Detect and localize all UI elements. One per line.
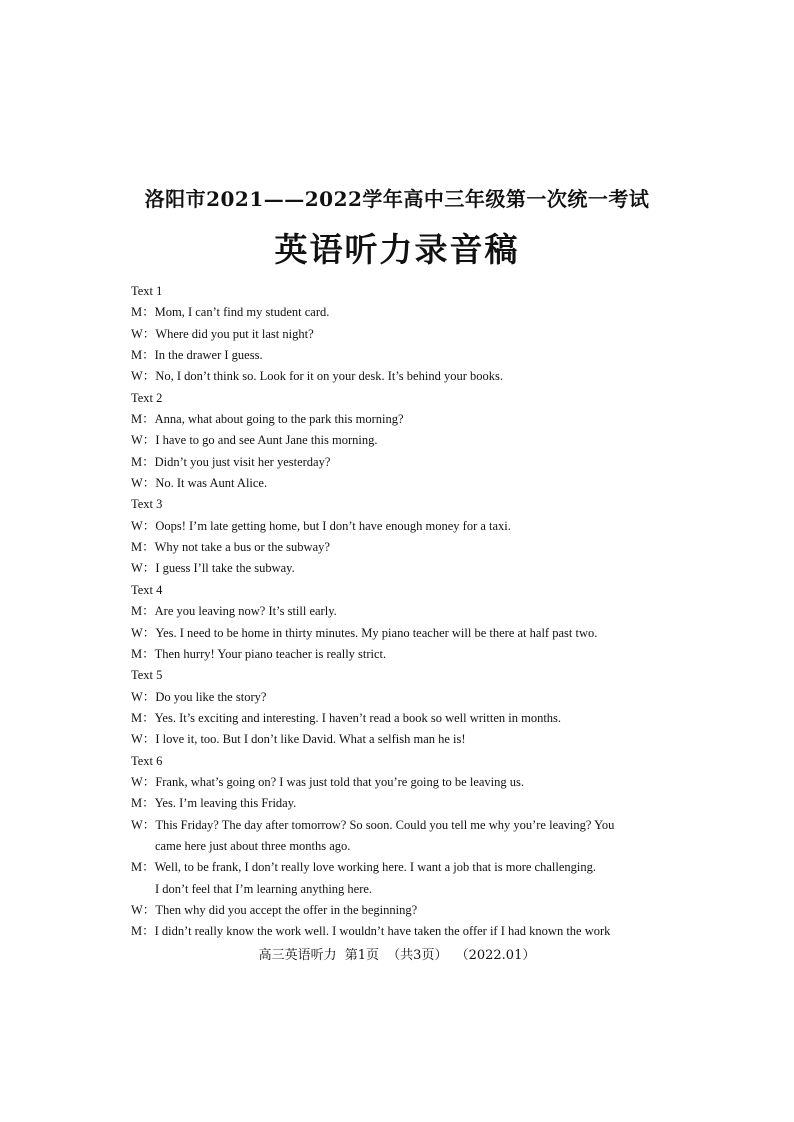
line-text: Then hurry! Your piano teacher is really strict. xyxy=(154,646,387,661)
speaker-label: W： xyxy=(131,732,156,747)
speaker-label: W： xyxy=(131,902,156,917)
speaker-label: W： xyxy=(131,369,156,384)
line-text: No. It was Aunt Alice. xyxy=(155,476,268,491)
speaker-label: M： xyxy=(131,646,155,661)
line-text: Text 3 xyxy=(131,497,163,512)
dialogue-line xyxy=(131,900,676,921)
line-text: Mom, I can’t find my student card. xyxy=(154,305,330,320)
document-title: 英语听力录音稿 xyxy=(274,230,520,269)
speaker-label: W： xyxy=(131,433,156,448)
dialogue-line xyxy=(131,473,676,494)
speaker-label: M： xyxy=(131,454,155,469)
dialogue-line xyxy=(131,644,676,665)
dialogue-line xyxy=(131,409,676,430)
section-heading xyxy=(131,494,676,515)
line-text: Frank, what’s going on? I was just told that you’re going to be leaving us. xyxy=(155,774,525,789)
line-text: Didn’t you just visit her yesterday? xyxy=(154,454,331,469)
speaker-label: M： xyxy=(131,348,155,363)
line-text: Well, to be frank, I don’t really love working here. I want a job that is more challenging. xyxy=(154,860,596,875)
dialogue-continuation xyxy=(131,836,676,857)
speaker-label: W： xyxy=(131,561,156,576)
speaker-label: W： xyxy=(131,518,156,533)
dialogue-line xyxy=(131,324,676,345)
speaker-label: M： xyxy=(131,710,155,725)
section-heading xyxy=(131,388,676,409)
line-text: Anna, what about going to the park this morning? xyxy=(154,412,404,427)
dialogue-line xyxy=(131,601,676,622)
line-text: In the drawer I guess. xyxy=(154,348,263,363)
line-text: Then why did you accept the offer in the beginning? xyxy=(155,902,418,917)
dialogue-line xyxy=(131,430,676,451)
section-heading xyxy=(131,665,676,686)
dialogue-line xyxy=(131,558,676,579)
dialogue-line xyxy=(131,366,676,387)
section-heading xyxy=(131,751,676,772)
dialogue-line xyxy=(131,516,676,537)
line-text: Text 1 xyxy=(131,284,163,298)
dialogue-line xyxy=(131,537,676,558)
dialogue-line xyxy=(131,708,676,729)
speaker-label: M： xyxy=(131,604,155,619)
transcript-body xyxy=(131,281,676,943)
speaker-label: M： xyxy=(131,796,155,811)
dialogue-line xyxy=(131,772,676,793)
line-text: I don’t feel that I’m learning anything here. xyxy=(155,881,373,896)
dialogue-line xyxy=(131,687,676,708)
line-text: I have to go and see Aunt Jane this morning. xyxy=(155,433,378,448)
dialogue-line xyxy=(131,729,676,750)
line-text: Oops! I’m late getting home, but I don’t have enough money for a taxi. xyxy=(155,518,511,533)
line-text: Yes. I need to be home in thirty minutes. My piano teacher will be there at half past two. xyxy=(155,625,598,640)
line-text: came here just about three months ago. xyxy=(155,838,351,853)
speaker-label: W： xyxy=(131,476,156,491)
speaker-label: M： xyxy=(131,305,155,320)
line-text: Yes. I’m leaving this Friday. xyxy=(154,796,297,811)
line-text: I didn’t really know the work well. I wouldn’t have taken the offer if I had known the work xyxy=(154,924,611,939)
dialogue-line xyxy=(131,793,676,814)
dialogue-line xyxy=(131,302,676,323)
dialogue-continuation xyxy=(131,879,676,900)
speaker-label: W： xyxy=(131,689,156,704)
dialogue-line xyxy=(131,623,676,644)
page-footer: 高三英语听力 第1页 （共3页） （2022.01） xyxy=(258,948,536,963)
line-text: This Friday? The day after tomorrow? So soon. Could you tell me why you’re leaving? You xyxy=(155,817,615,832)
line-text: Are you leaving now? It’s still early. xyxy=(154,604,337,619)
speaker-label: M： xyxy=(131,860,155,875)
line-text: Why not take a bus or the subway? xyxy=(154,540,330,555)
section-heading xyxy=(131,281,676,302)
line-text: Text 2 xyxy=(131,390,163,405)
line-text: I guess I’ll take the subway. xyxy=(155,561,295,576)
dialogue-line xyxy=(131,857,676,878)
line-text: Text 6 xyxy=(131,753,163,768)
line-text: I love it, too. But I don’t like David. What a selfish man he is! xyxy=(155,732,466,747)
speaker-label: W： xyxy=(131,817,156,832)
line-text: Text 5 xyxy=(131,668,163,683)
speaker-label: M： xyxy=(131,540,155,555)
exam-title: 洛阳市2021——2022学年高中三年级第一次统一考试 xyxy=(144,187,650,211)
dialogue-line xyxy=(131,815,676,836)
speaker-label: W： xyxy=(131,625,156,640)
speaker-label: W： xyxy=(131,774,156,789)
line-text: No, I don’t think so. Look for it on your desk. It’s behind your books. xyxy=(155,369,503,384)
dialogue-line xyxy=(131,345,676,366)
line-text: Where did you put it last night? xyxy=(155,326,314,341)
line-text: Do you like the story? xyxy=(155,689,267,704)
speaker-label: M： xyxy=(131,924,155,939)
dialogue-line xyxy=(131,921,676,942)
line-text: Yes. It’s exciting and interesting. I haven’t read a book so well written in months. xyxy=(154,710,562,725)
speaker-label: W： xyxy=(131,326,156,341)
line-text: Text 4 xyxy=(131,582,163,597)
speaker-label: M： xyxy=(131,412,155,427)
dialogue-line xyxy=(131,452,676,473)
section-heading xyxy=(131,580,676,601)
